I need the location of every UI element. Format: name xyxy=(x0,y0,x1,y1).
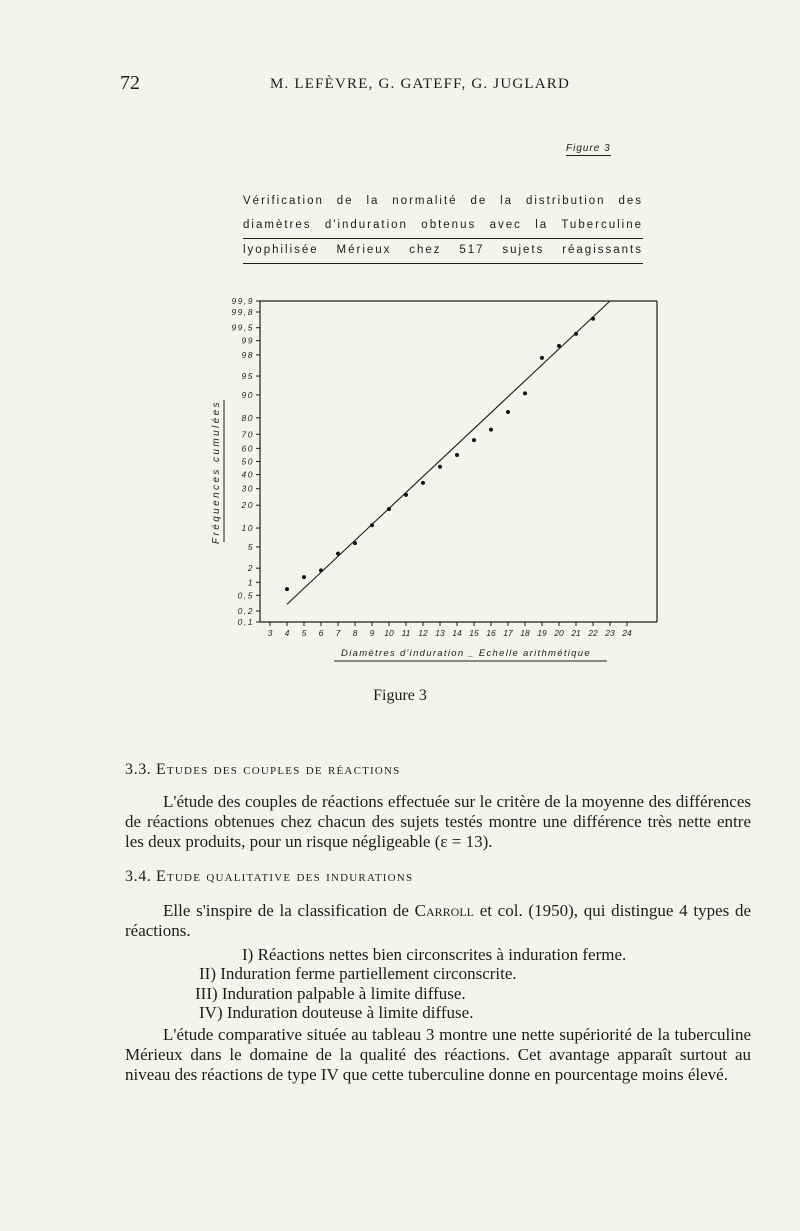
y-tick-label: 60 xyxy=(241,443,254,454)
x-tick-label: 23 xyxy=(605,628,615,638)
data-point xyxy=(591,317,595,321)
reaction-type-item: I) Réactions nettes bien circonscrites à induration ferme. xyxy=(242,945,627,964)
reaction-type-item: IV) Induration douteuse à limite diffuse. xyxy=(199,1003,474,1022)
y-tick-label: 95 xyxy=(241,371,254,382)
x-tick-label: 24 xyxy=(622,628,632,638)
x-tick-label: 7 xyxy=(335,628,341,638)
section-3-4-number: 3.4. xyxy=(125,868,152,885)
x-tick-label: 5 xyxy=(301,628,307,638)
x-tick-label: 20 xyxy=(554,628,564,638)
data-point xyxy=(421,481,425,485)
intro-text-end: et col. (1950), qui distingue 4 types de réactions. xyxy=(125,901,752,940)
x-tick-label: 21 xyxy=(571,628,581,638)
data-point xyxy=(319,568,323,572)
section-3-3-heading xyxy=(125,761,401,779)
x-tick-label: 15 xyxy=(469,628,479,638)
page-number: 72 xyxy=(120,72,140,94)
section-3-4-intro xyxy=(125,901,751,941)
normal-fit-line xyxy=(287,301,610,604)
y-axis-label: Fréquences cumulées xyxy=(211,400,222,544)
data-point xyxy=(336,552,340,556)
data-point xyxy=(472,438,476,442)
figure-caption: Figure 3 xyxy=(373,687,427,704)
data-point xyxy=(438,465,442,469)
x-tick-label: 3 xyxy=(267,628,273,638)
x-tick-label: 22 xyxy=(588,628,598,638)
y-tick-label: 99,9 xyxy=(231,296,254,306)
y-tick-label: 0,5 xyxy=(237,590,254,601)
x-tick-label: 6 xyxy=(318,628,324,638)
section-3-3-paragraph: L'étude des couples de réactions effectuée sur le critère de la moyenne des différences de réactions obtenues chez chacun des sujets testés montre une différence très nette entre les deux produits, pour un risque négligeable (ε = 13). xyxy=(125,792,751,851)
y-tick-label: 1 xyxy=(247,577,254,588)
y-tick-label: 5 xyxy=(247,541,254,552)
data-point xyxy=(574,332,578,336)
x-tick-label: 4 xyxy=(284,628,290,638)
data-point xyxy=(285,587,289,591)
reaction-type-item: III) Induration palpable à limite diffuse. xyxy=(195,984,466,1003)
x-tick-label: 14 xyxy=(452,628,462,638)
x-tick-label: 8 xyxy=(352,628,358,638)
x-axis-label: Diamètres d'induration _ Echelle arithmétique xyxy=(341,648,591,659)
y-tick-label: 40 xyxy=(241,469,254,480)
x-tick-label: 10 xyxy=(384,628,394,638)
chart-title-line-2: diamètres d'induration obtenus avec la Tuberculine xyxy=(243,214,643,239)
y-tick-label: 2 xyxy=(247,563,254,574)
data-point xyxy=(540,356,544,360)
y-tick-label: 0,1 xyxy=(237,617,254,627)
x-tick-label: 12 xyxy=(418,628,428,638)
y-tick-label: 90 xyxy=(241,389,254,400)
y-tick-label: 99,5 xyxy=(231,322,254,333)
section-3-4-title: Etude qualitative des indurations xyxy=(156,868,414,885)
section-3-4-conclusion: L'étude comparative située au tableau 3 montre une nette supériorité de la tuberculine Mérieux dans le domaine de la qualité des réactions. Cet avantage apparaît surtout au niveau des réactions de type IV que cette tuberculine donne en pourcentage moins élevé. xyxy=(125,1025,751,1084)
y-tick-label: 99 xyxy=(241,335,254,346)
reaction-type-item: II) Induration ferme partiellement circonscrite. xyxy=(199,964,517,983)
intro-author: Carroll xyxy=(414,901,474,920)
running-header-authors: M. LEFÈVRE, G. GATEFF, G. JUGLARD xyxy=(269,76,571,92)
y-tick-label: 70 xyxy=(241,429,254,440)
section-3-4-heading xyxy=(125,868,413,886)
x-tick-label: 18 xyxy=(520,628,530,638)
chart-title-line-1: Vérification de la normalité de la distribution des xyxy=(243,195,643,207)
data-point xyxy=(370,523,374,527)
data-point xyxy=(557,344,561,348)
data-point xyxy=(387,507,391,511)
y-tick-label: 50 xyxy=(241,456,254,467)
x-tick-label: 17 xyxy=(503,628,513,638)
intro-text-start: Elle s'inspire de la classification de xyxy=(163,901,409,920)
y-tick-label: 0,2 xyxy=(237,605,254,616)
y-tick-label: 80 xyxy=(241,412,254,423)
y-tick-label: 10 xyxy=(241,523,254,534)
data-point xyxy=(506,410,510,414)
y-tick-label: 99,8 xyxy=(231,307,254,318)
x-tick-label: 19 xyxy=(537,628,547,638)
data-point xyxy=(404,493,408,497)
y-tick-label: 20 xyxy=(241,500,254,511)
figure-tag: Figure 3 xyxy=(566,143,611,154)
section-3-3-number: 3.3. xyxy=(125,761,152,778)
data-point xyxy=(523,391,527,395)
chart-title-line-3: lyophilisée Mérieux chez 517 sujets réagissants xyxy=(243,239,643,264)
x-tick-label: 9 xyxy=(369,628,375,638)
x-tick-label: 11 xyxy=(401,628,411,638)
y-tick-label: 30 xyxy=(241,483,254,494)
x-tick-label: 16 xyxy=(486,628,496,638)
y-tick-label: 98 xyxy=(241,349,254,360)
x-tick-label: 13 xyxy=(435,628,445,638)
section-3-3-title: Etudes des couples de réactions xyxy=(156,761,401,778)
data-point xyxy=(302,575,306,579)
data-point xyxy=(353,541,357,545)
data-point xyxy=(489,428,493,432)
data-point xyxy=(455,453,459,457)
